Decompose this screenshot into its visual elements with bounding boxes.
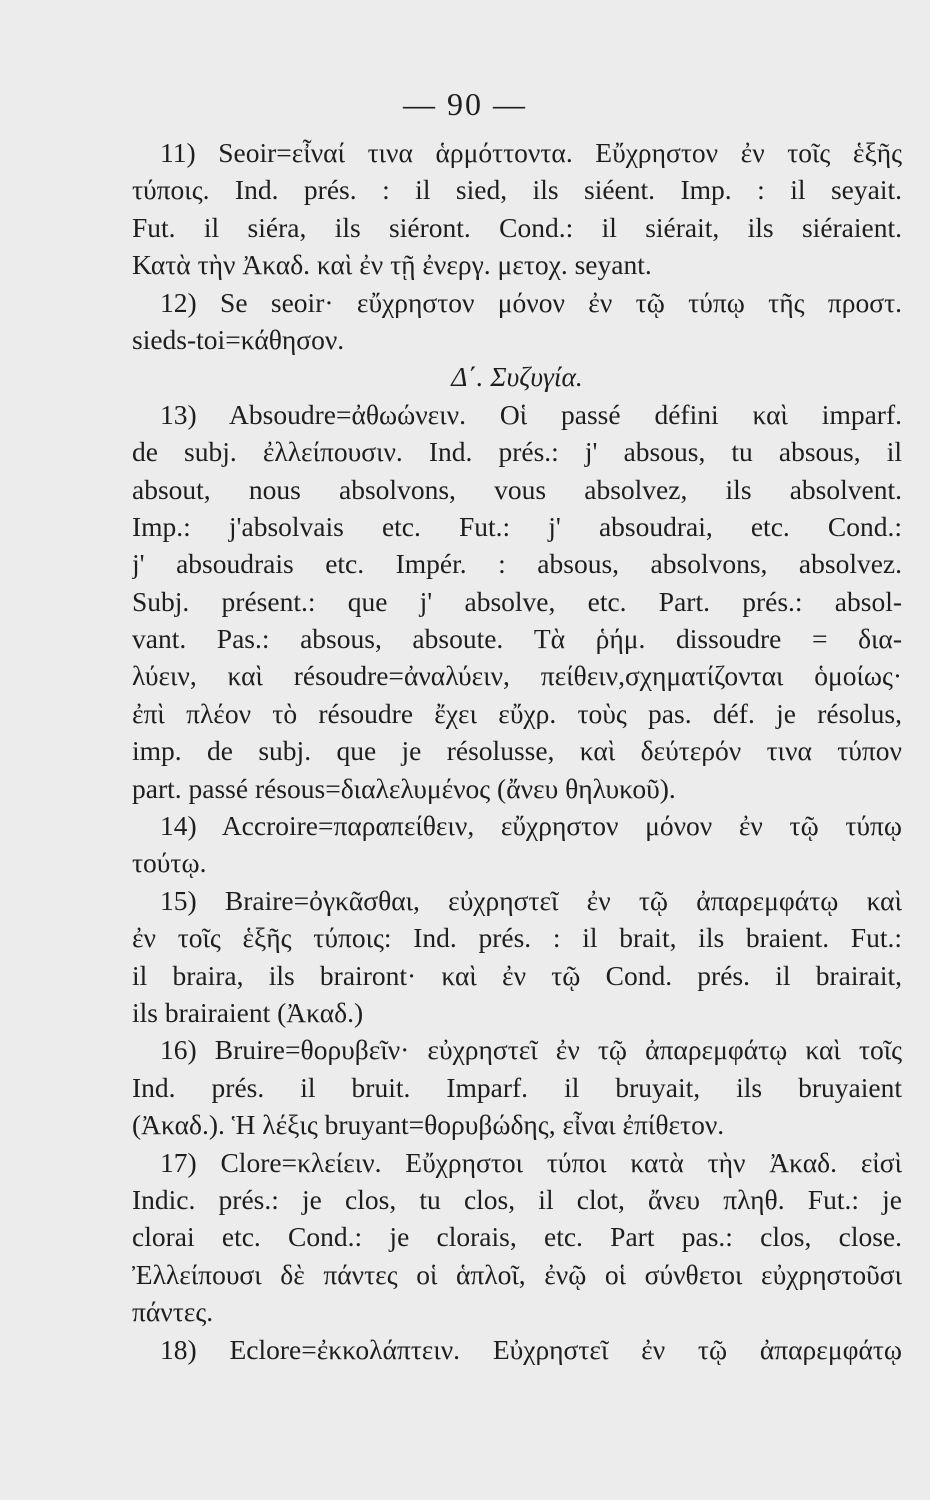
text-line: j' absoudrais etc. Impér. : absous, absolvons, absolvez. bbox=[132, 548, 902, 580]
text-line: 14) Accroire=παραπείθειν, εὔχρηστον μόνον ἐν τῷ τύπῳ bbox=[160, 810, 902, 842]
text-line: 12) Se seoir· εὔχρηστον μόνον ἐν τῷ τύπῳ τῆς προστ. bbox=[160, 286, 902, 318]
page-number: — 90 — bbox=[403, 86, 527, 122]
text-line: πάντες. bbox=[132, 1296, 214, 1328]
text-line: τύποις. Ind. prés. : il sied, ils siéent. Imp. : il seyait. bbox=[132, 174, 902, 206]
text-line: sieds-toi=κάθησον. bbox=[132, 323, 345, 355]
text-line: vant. Pas.: absous, absoute. Τὰ ῥήμ. dissoudre = δια- bbox=[132, 623, 902, 655]
text-line: il braira, ils brairont· καὶ ἐν τῷ Cond. prés. il brairait, bbox=[132, 959, 902, 991]
text-line: Δ΄. Συζυγία. bbox=[451, 361, 583, 393]
text-line: Subj. présent.: que j' absolve, etc. Part. prés.: absol- bbox=[132, 585, 902, 617]
text-line: Imp.: j'absolvais etc. Fut.: j' absoudrai, etc. Cond.: bbox=[132, 510, 902, 542]
text-line: clorai etc. Cond.: je clorais, etc. Part pas.: clos, close. bbox=[132, 1221, 902, 1253]
text-line: ils brairaient (Ἀκαδ.) bbox=[132, 996, 364, 1028]
text-line: 18) Eclore=ἐκκολάπτειν. Εὐχρηστεῖ ἐν τῷ ἀπαρεμφάτῳ bbox=[160, 1333, 902, 1365]
text-line: part. passé résous=διαλελυμένος (ἄνευ θηλυκοῦ). bbox=[132, 772, 676, 804]
text-line: Indic. prés.: je clos, tu clos, il clot, ἄνευ πληθ. Fut.: je bbox=[132, 1183, 902, 1215]
text-line: imp. de subj. que je résolusse, καὶ δεύτερόν τινα τύπον bbox=[132, 735, 902, 767]
page-body-text bbox=[132, 134, 902, 1368]
text-line: ἐν τοῖς ἑξῆς τύποις: Ind. prés. : il brait, ils braient. Fut.: bbox=[132, 922, 902, 954]
text-line: 13) Absoudre=ἀθωώνειν. Οἱ passé défini καὶ imparf. bbox=[160, 398, 902, 430]
text-line: τούτῳ. bbox=[132, 847, 207, 879]
text-line: ἐπὶ πλέον τὸ résoudre ἔχει εὔχρ. τοὺς pas. déf. je résolus, bbox=[132, 697, 902, 729]
text-line: Κατὰ τὴν Ἀκαδ. καὶ ἐν τῇ ἐνεργ. μετοχ. seyant. bbox=[132, 249, 652, 281]
text-line: Ἐλλείπουσι δὲ πάντες οἱ ἁπλοῖ, ἐνῷ οἱ σύνθετοι εὐχρηστοῦσι bbox=[132, 1258, 902, 1290]
text-line: 11) Seoir=εἶναί τινα ἁρμόττοντα. Εὔχρηστον ἐν τοῖς ἑξῆς bbox=[160, 137, 902, 168]
text-line: Ind. prés. il bruit. Imparf. il bruyait, ils bruyaient bbox=[132, 1071, 902, 1103]
text-line: absout, nous absolvons, vous absolvez, ils absolvent. bbox=[132, 473, 902, 505]
text-line: λύειν, καὶ résoudre=ἀναλύειν, πείθειν,σχηματίζονται ὁμοίως· bbox=[132, 660, 902, 692]
text-line: (Ἀκαδ.). Ἡ λέξις bruyant=θορυβώδης, εἶναι ἐπίθετον. bbox=[132, 1109, 725, 1141]
text-line: 16) Bruire=θορυβεῖν· εὐχρηστεῖ ἐν τῷ ἀπαρεμφάτῳ καὶ τοῖς bbox=[160, 1034, 902, 1066]
text-line: 15) Braire=ὀγκᾶσθαι, εὐχρηστεῖ ἐν τῷ ἀπαρεμφάτῳ καὶ bbox=[160, 884, 902, 916]
text-line: de subj. ἐλλείπουσιν. Ind. prés.: j' absous, tu absous, il bbox=[132, 436, 902, 468]
text-line: Fut. il siéra, ils siéront. Cond.: il siérait, ils siéraient. bbox=[132, 211, 902, 243]
text-line: 17) Clore=κλείειν. Εὔχρηστοι τύποι κατὰ τὴν Ἀκαδ. εἰσὶ bbox=[160, 1146, 902, 1178]
